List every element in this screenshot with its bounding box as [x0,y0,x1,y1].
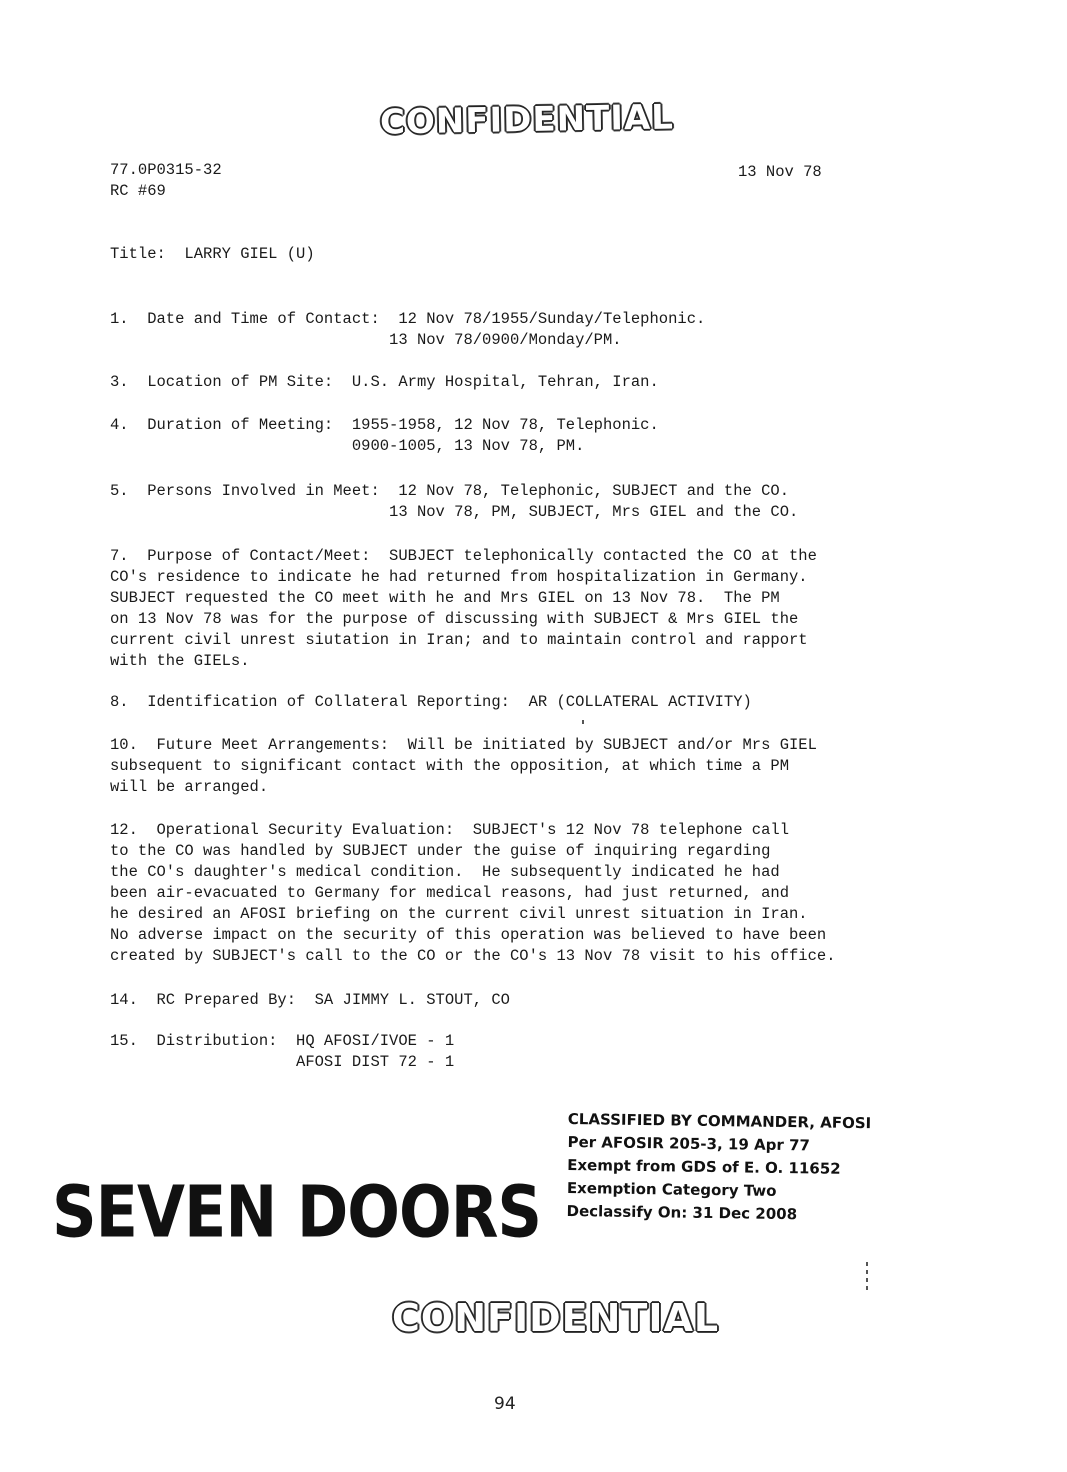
item-12 [110,820,836,967]
item-line: 3. Location of PM Site: U.S. Army Hospital, Tehran, Iran. [110,373,659,391]
item-line: 8. Identification of Collateral Reporting: AR (COLLATERAL ACTIVITY) [110,693,752,711]
item-15 [110,1031,454,1073]
dot-mark [866,1286,868,1290]
item-line: 15. Distribution: HQ AFOSI/IVOE - 1 [110,1032,455,1050]
item-line: the CO's daughter's medical condition. He subsequently indicated he had [110,863,780,881]
item-line: 13 Nov 78/0900/Monday/PM. [110,331,622,349]
item-line: current civil unrest siutation in Iran; and to maintain control and rapport [110,631,808,649]
file-number: 77.0P0315-32 [110,161,222,179]
item-line: created by SUBJECT's call to the CO or the CO's 13 Nov 78 visit to his office. [110,947,836,965]
item-8 [110,692,752,713]
speck-mark [582,720,584,724]
exempt-line: Exempt from GDS of E. O. 11652 [567,1155,841,1178]
rc-number: RC #69 [110,182,166,200]
classification-stamp-top: CONFIDENTIAL [379,97,675,143]
item-line: 4. Duration of Meeting: 1955-1958, 12 Nov 78, Telephonic. [110,416,659,434]
item-line: with the GIELs. [110,652,250,670]
item-line: 13 Nov 78, PM, SUBJECT, Mrs GIEL and the CO. [110,503,799,521]
item-7 [110,546,817,672]
dot-mark [866,1262,868,1266]
dot-mark [866,1270,868,1274]
item-line: to the CO was handled by SUBJECT under the guise of inquiring regarding [110,842,771,860]
item-1 [110,309,705,351]
authority-line: Per AFOSIR 205-3, 19 Apr 77 [567,1132,811,1155]
item-line: SUBJECT requested the CO meet with he and Mrs GIEL on 13 Nov 78. The PM [110,589,780,607]
item-line: No adverse impact on the security of this operation was believed to have been [110,926,827,944]
margin-dots [866,1262,868,1290]
item-line: on 13 Nov 78 was for the purpose of discussing with SUBJECT & Mrs GIEL the [110,610,799,628]
item-line: been air-evacuated to Germany for medical reasons, had just returned, and [110,884,790,902]
dot-mark [866,1278,868,1282]
item-line: 7. Purpose of Contact/Meet: SUBJECT telephonically contacted the CO at the [110,547,817,565]
item-line: 12. Operational Security Evaluation: SUBJECT's 12 Nov 78 telephone call [110,821,790,839]
item-3 [110,372,659,393]
classified-by-line: CLASSIFIED BY COMMANDER, AFOSI [567,1109,872,1133]
report-date: 13 Nov 78 [738,163,822,181]
declassify-line: Declassify On: 31 Dec 2008 [566,1201,798,1224]
page-number: 94 [494,1394,516,1414]
item-line: will be arranged. [110,778,269,796]
item-line: he desired an AFOSI briefing on the current civil unrest situation in Iran. [110,905,808,923]
classification-stamp-bottom: CONFIDENTIAL [392,1296,720,1340]
item-line: 1. Date and Time of Contact: 12 Nov 78/1955/Sunday/Telephonic. [110,310,706,328]
item-line: AFOSI DIST 72 - 1 [110,1053,455,1071]
item-line: 0900-1005, 13 Nov 78, PM. [110,437,585,455]
item-line: subsequent to significant contact with the opposition, at which time a PM [110,757,790,775]
classification-authority-block [566,1108,871,1227]
item-10 [110,735,817,798]
report-title: Title: LARRY GIEL (U) [110,245,315,263]
item-line: CO's residence to indicate he had returned from hospitalization in Germany. [110,568,808,586]
item-5 [110,481,798,523]
seven-doors-logo: SEVEN DOORS [52,1170,542,1254]
item-line: 14. RC Prepared By: SA JIMMY L. STOUT, CO [110,991,510,1009]
exemption-category-line: Exemption Category Two [566,1178,777,1200]
item-4 [110,415,659,457]
item-line: 5. Persons Involved in Meet: 12 Nov 78, Telephonic, SUBJECT and the CO. [110,482,790,500]
item-line: 10. Future Meet Arrangements: Will be initiated by SUBJECT and/or Mrs GIEL [110,736,817,754]
item-14 [110,990,510,1011]
